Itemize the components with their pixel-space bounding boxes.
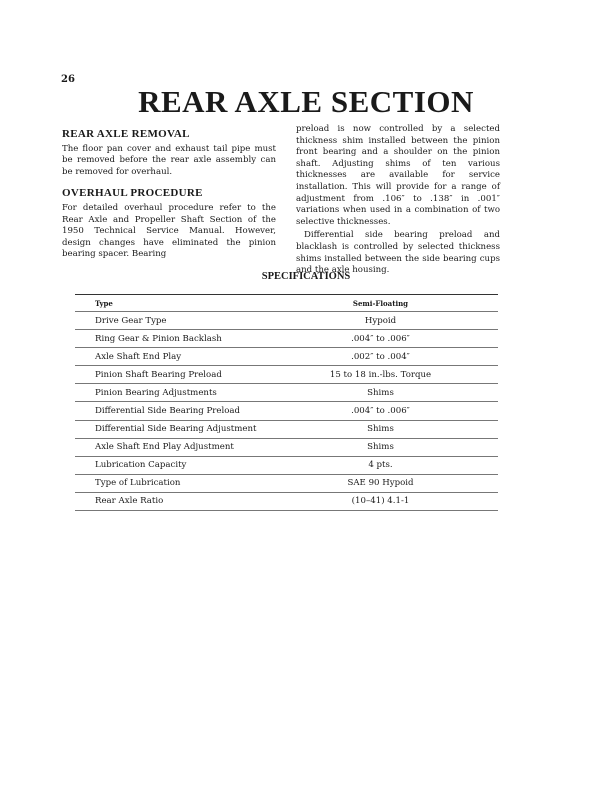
table-row: [75, 420, 498, 438]
spec-value: 15 to 18 in.-lbs. Torque: [263, 366, 498, 384]
table-row: [75, 438, 498, 456]
spec-label: Differential Side Bearing Preload: [75, 402, 263, 420]
spec-value: Shims: [263, 384, 498, 402]
table-row: [75, 295, 498, 312]
specifications-table: [75, 294, 498, 511]
spec-value: SAE 90 Hypoid: [263, 474, 498, 492]
column-right: [296, 124, 500, 283]
table-row: [75, 384, 498, 402]
heading-overhaul-procedure: OVERHAUL PROCEDURE: [62, 187, 203, 200]
table-row: [75, 330, 498, 348]
spec-label: Pinion Shaft Bearing Preload: [75, 366, 263, 384]
table-row: [75, 402, 498, 420]
spec-label: Differential Side Bearing Adjustment: [75, 420, 263, 438]
column-left: [62, 127, 276, 267]
spec-value: 4 pts.: [263, 456, 498, 474]
specifications-heading: SPECIFICATIONS: [261, 271, 351, 282]
spec-value: .004″ to .006″: [263, 330, 498, 348]
spec-label: Type of Lubrication: [75, 474, 263, 492]
paragraph-preload: preload is now controlled by a selected thickness shim installed between the pinion front bearing and a shoulder on the pinion shaft. Adjusting shims of ten various thicknesses are available for service installation. This will provide for a range of adjustment from .106″ to .138″ in .001″ variations when used in a combination of two selective thicknesses.: [296, 124, 500, 227]
spec-value: (10–41) 4.1-1: [263, 492, 498, 510]
spec-label: Pinion Bearing Adjustments: [75, 384, 263, 402]
table-row: [75, 456, 498, 474]
spec-label: Rear Axle Ratio: [75, 492, 263, 510]
spec-value: .004″ to .006″: [263, 402, 498, 420]
spec-label: Axle Shaft End Play: [75, 348, 263, 366]
spec-label: Drive Gear Type: [75, 312, 263, 330]
spec-value: Hypoid: [263, 312, 498, 330]
paragraph-overhaul: For detailed overhaul procedure refer to the Rear Axle and Propeller Shaft Section of the 1950 Technical Service Manual. However, design changes have eliminated the pinion bearing spacer. Bearing: [62, 202, 276, 260]
spec-value: Shims: [263, 420, 498, 438]
spec-label: Type: [75, 295, 263, 312]
paragraph-differential: Differential side bearing preload and blacklash is controlled by selected thickness shims installed between the side bearing cups and the axle housing.: [296, 230, 500, 276]
spec-label: Axle Shaft End Play Adjustment: [75, 438, 263, 456]
spec-value: Semi-Floating: [263, 295, 498, 312]
table-row: [75, 474, 498, 492]
paragraph-removal: The floor pan cover and exhaust tail pipe must be removed before the rear axle assembly can be removed for overhaul.: [62, 143, 276, 177]
table-row: [75, 348, 498, 366]
heading-rear-axle-removal: REAR AXLE REMOVAL: [62, 128, 190, 140]
spec-label: Ring Gear & Pinion Backlash: [75, 330, 263, 348]
spec-label: Lubrication Capacity: [75, 456, 263, 474]
spec-value: .002″ to .004″: [263, 348, 498, 366]
table-row: [75, 492, 498, 510]
table-row: [75, 312, 498, 330]
spec-value: Shims: [263, 438, 498, 456]
table-row: [75, 366, 498, 384]
page-title: REAR AXLE SECTION: [138, 84, 474, 119]
page-number: 26: [61, 74, 75, 85]
